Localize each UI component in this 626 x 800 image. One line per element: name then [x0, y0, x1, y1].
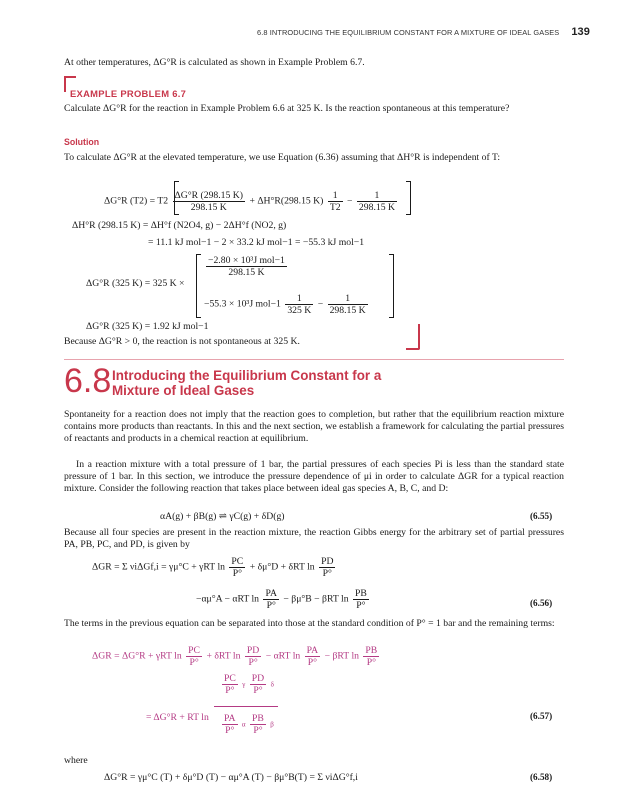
equation-6-56-line1: ΔGR = Σ νiΔGf,i = γμ°C + γRT ln $\frac{PC}{P^\circ}$ + δμ°D + δRT ln $\frac{PD}{P^\circ}$	[92, 556, 334, 579]
page-number: 139	[571, 26, 590, 38]
equation-6-55-number: (6.55)	[530, 511, 553, 521]
running-head	[0, 26, 590, 38]
solution-label: Solution	[64, 137, 100, 147]
example-eq-line4-b: −55.3 × 10³J mol−1 $\frac{1}{325 K}$ − $\frac{1}{298.15 K}$	[204, 293, 366, 316]
where-label: where	[64, 755, 88, 766]
section-title: Introducing the Equilibrium Constant for a Mixture of Ideal Gases	[112, 368, 382, 398]
equation-6-57-number: (6.57)	[530, 711, 553, 721]
bracket-left-2	[196, 254, 201, 318]
solution-text: To calculate ΔG°R at the elevated temperature, we use Equation (6.36) assuming that ΔH°R is independent of T:	[64, 152, 501, 163]
eq1-frac-b: $\frac{1}{T2}$	[329, 190, 341, 213]
example-end-mark	[406, 324, 420, 350]
example-eq-line5: ΔG°R (325 K) = 1.92 kJ mol−1	[86, 321, 209, 332]
bracket-left	[174, 181, 179, 215]
equation-6-55: αA(g) + βB(g) ⇌ γC(g) + δD(g)	[160, 511, 285, 522]
running-head-text: 6.8 INTRODUCING THE EQUILIBRIUM CONSTANT FOR A MIXTURE OF IDEAL GASES	[257, 28, 560, 37]
equation-6-56-line2: −αμ°A − αRT ln $\frac{PA}{P^\circ}$ − βμ°B − βRT ln $\frac{PB}{P^\circ}$	[196, 588, 367, 611]
eq1-frac-c: $\frac{1}{298.15 K}$	[358, 190, 395, 213]
example-left-bar	[64, 76, 66, 92]
section-number: 6.8	[64, 362, 112, 400]
example-eq-line2: ΔH°R (298.15 K) = ΔH°f (N2O4, g) − 2ΔH°f (NO2, g)	[72, 220, 287, 231]
equation-6-57-line1: ΔGR = ΔG°R + γRT ln $\frac{PC}{P^\circ}$ + δRT ln $\frac{PD}{P^\circ}$ − αRT ln $\frac{PA}{P^\circ}$ − βRT ln $\frac{PB}{P^\circ}$	[92, 645, 378, 668]
example-eq-line4-frac: $\frac{\text{−2.80 × 10³J mol−1}}{298.15 K}$	[208, 255, 285, 278]
equation-6-57-numerator: $\frac{PC}{P^\circ}$ γ $\frac{PD}{P^\circ}$ δ	[224, 673, 274, 696]
example-eq-line1: ΔG°R (T2) = T2 $\frac{\Delta G^\circ R (298.15 K)}{298.15 K}$ + ΔH°R(298.15 K) $\frac{1}{T2}$ − $\frac{1}{298.15 K}$	[104, 190, 395, 213]
example-eq-line3: = 11.1 kJ mol−1 − 2 × 33.2 kJ mol−1 = −55.3 kJ mol−1	[148, 237, 365, 248]
example-eq-line4-lhs: ΔG°R (325 K) = 325 K ×	[86, 278, 185, 289]
equation-6-56-number: (6.56)	[530, 598, 553, 608]
bracket-right-2	[389, 254, 394, 318]
equation-6-58-number: (6.58)	[530, 772, 553, 782]
eq1-frac-a: $\frac{\Delta G^\circ R (298.15 K)}{298.15 K}$	[174, 190, 244, 213]
example-problem: Calculate ΔG°R for the reaction in Example Problem 6.6 at 325 K. Is the reaction spontaneous at this temperature?	[64, 103, 510, 114]
paragraph-2: In a reaction mixture with a total pressure of 1 bar, the partial pressures of each species Pi is less than the standard state pressure of 1 bar. In this section, we introduce the pressure dependence of μi in order to calculate ΔGR for a typical reaction mixture. Consider the following reaction that takes place between ideal gas species A, B, C, and D:	[64, 459, 564, 495]
bracket-right	[406, 181, 411, 215]
paragraph-1: Spontaneity for a reaction does not imply that the reaction goes to completion, but rather that the equilibrium reaction mixture contains more products than reactants. In this and the next section, we establish a framework for calculating the partial pressures of reactants and products in a chemical reaction at equilibrium.	[64, 409, 564, 445]
equation-6-57-fraction-bar	[214, 706, 278, 707]
example-conclusion: Because ΔG°R > 0, the reaction is not spontaneous at 325 K.	[64, 336, 300, 347]
equation-6-57-denominator: $\frac{PA}{P^\circ}$ α $\frac{PB}{P^\circ}$ β	[224, 713, 274, 736]
equation-6-58: ΔG°R = γμ°C (T) + δμ°D (T) − αμ°A (T) − βμ°B(T) = Σ νiΔG°f,i	[104, 772, 358, 783]
eq1-lhs: ΔG°R (T2) = T2	[104, 195, 169, 207]
paragraph-4: The terms in the previous equation can be separated into those at the standard condition of P° = 1 bar and the remaining terms:	[64, 618, 555, 629]
example-title: EXAMPLE PROBLEM 6.7	[70, 88, 187, 99]
eq1-mid: + ΔH°R(298.15 K)	[249, 195, 324, 207]
section-divider	[64, 359, 564, 360]
paragraph-3: Because all four species are present in the reaction mixture, the reaction Gibbs energy for the arbitrary set of partial pressures PA, PB, PC, and PD, is given by	[64, 527, 564, 551]
intro-line: At other temperatures, ΔG°R is calculated as shown in Example Problem 6.7.	[64, 57, 365, 68]
equation-6-57-line2: = ΔG°R + RT ln	[146, 712, 209, 723]
